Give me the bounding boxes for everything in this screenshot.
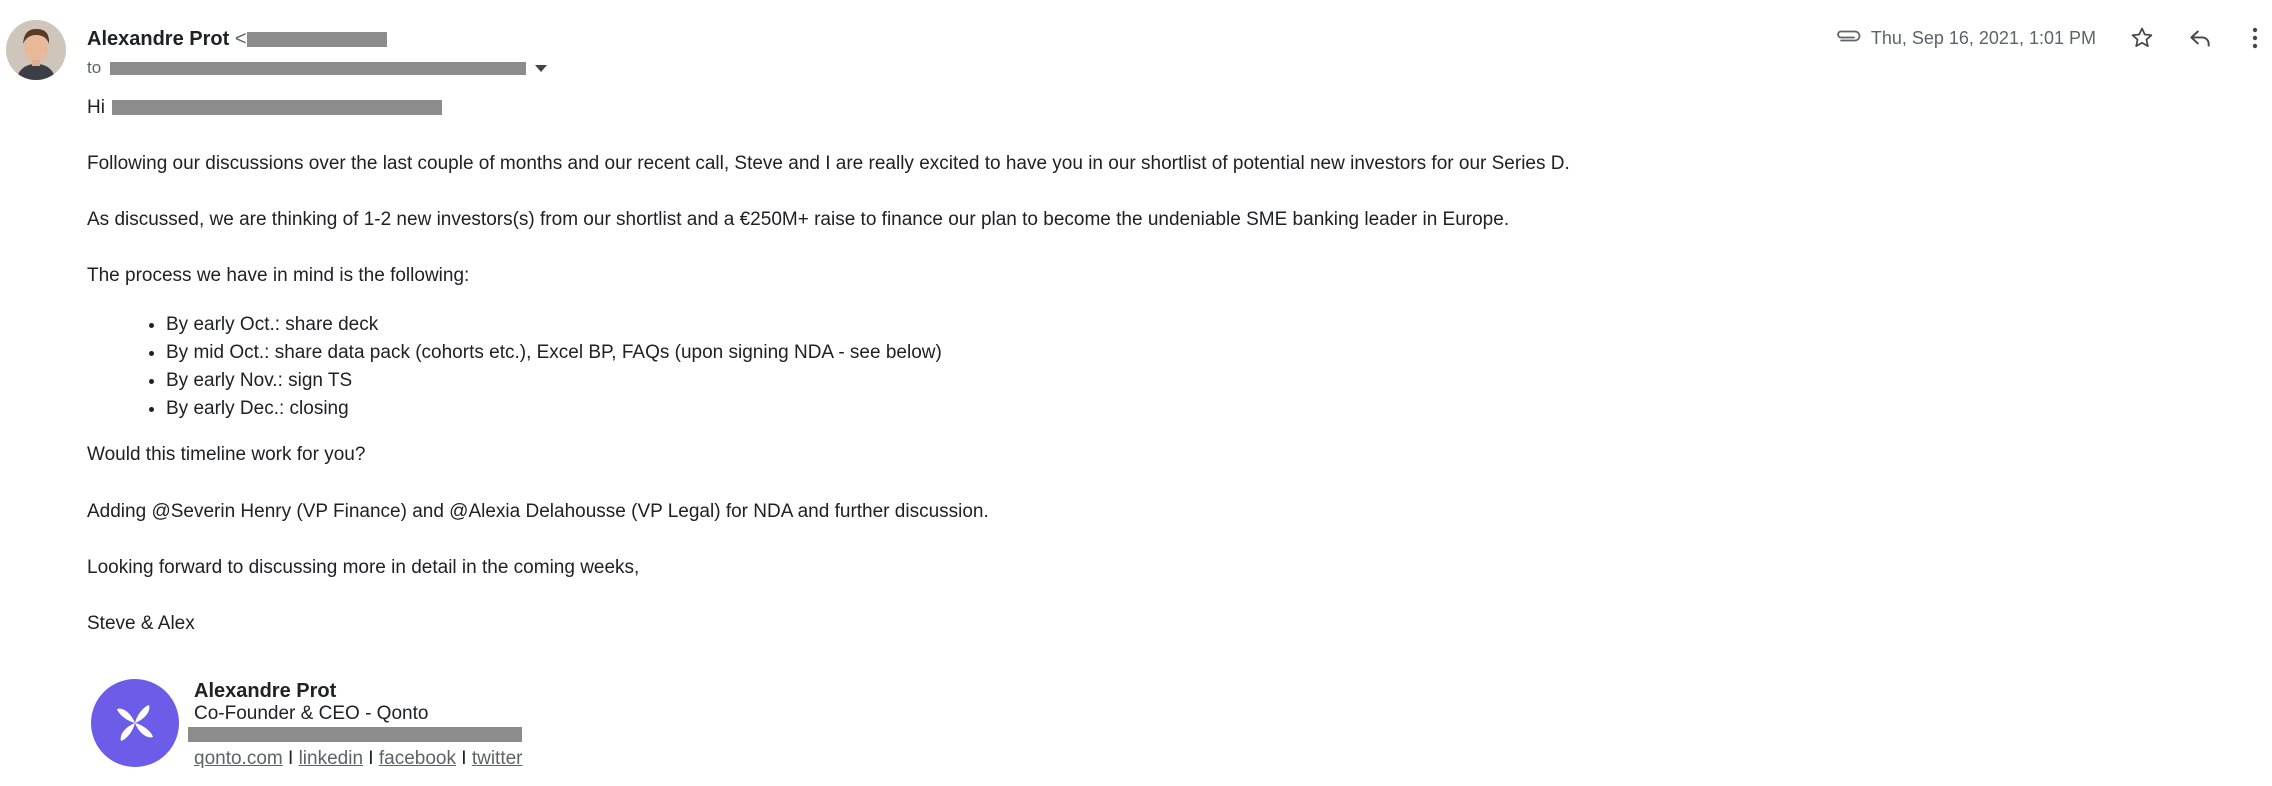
link-separator: I [461, 748, 467, 769]
link-separator: I [288, 748, 294, 769]
link-linkedin[interactable]: linkedin [298, 748, 364, 769]
more-vertical-icon[interactable] [2238, 18, 2272, 58]
sender-email-open: < [234, 28, 247, 50]
list-item: • By early Nov.: sign TS [166, 367, 942, 395]
list-item: • By early Dec.: closing [166, 395, 942, 423]
avatar-photo [6, 20, 66, 80]
link-separator: I [368, 748, 374, 769]
signoff: Steve & Alex [87, 613, 195, 634]
signature-title: Co-Founder & CEO - Qonto [194, 703, 429, 724]
recipients-dropdown-icon[interactable] [535, 65, 547, 72]
redacted-contact [188, 727, 522, 742]
list-item: • By mid Oct.: share data pack (cohorts etc.), Excel BP, FAQs (upon signing NDA - see below) [166, 339, 942, 367]
message-meta [1835, 22, 2272, 54]
star-icon[interactable] [2122, 18, 2162, 58]
message-date: Thu, Sep 16, 2021, 1:01 PM [1870, 27, 2096, 48]
list-item: • By early Oct.: share deck [166, 311, 942, 339]
paragraph-raise: As discussed, we are thinking of 1-2 new investors(s) from our shortlist and a €250M+ raise to finance our plan to become the undeniable SME banking leader in Europe. [87, 209, 1510, 230]
paragraph-intro: Following our discussions over the last couple of months and our recent call, Steve and I are really excited to have you in our shortlist of potential new investors for our Series D. [87, 153, 1570, 174]
signature-name: Alexandre Prot [194, 680, 337, 702]
sender-avatar[interactable] [6, 20, 66, 80]
paragraph-adding: Adding @Severin Henry (VP Finance) and @Alexia Delahousse (VP Legal) for NDA and further discussion. [87, 501, 989, 522]
link-twitter[interactable]: twitter [471, 748, 523, 769]
redacted-recipients [110, 62, 526, 75]
link-qonto[interactable]: qonto.com [194, 748, 283, 769]
link-facebook[interactable]: facebook [378, 748, 456, 769]
paragraph-question: Would this timeline work for you? [87, 444, 366, 465]
redacted-sender-email [247, 32, 387, 47]
paragraph-closing: Looking forward to discussing more in detail in the coming weeks, [87, 557, 640, 578]
greeting: Hi [87, 97, 105, 118]
reply-icon[interactable] [2180, 18, 2220, 58]
recipients-line [87, 58, 547, 78]
sender-name[interactable]: Alexandre Prot [87, 28, 230, 50]
sender-line [87, 27, 387, 51]
qonto-logo-icon [91, 679, 179, 767]
paragraph-process: The process we have in mind is the following: [87, 265, 470, 286]
signature-links [194, 747, 523, 771]
greeting-line [87, 96, 442, 120]
attachment-icon [1835, 28, 1861, 49]
process-list [128, 311, 942, 423]
redacted-greeting-names [112, 100, 442, 115]
to-label: to [87, 58, 102, 77]
qonto-logo [91, 679, 179, 767]
